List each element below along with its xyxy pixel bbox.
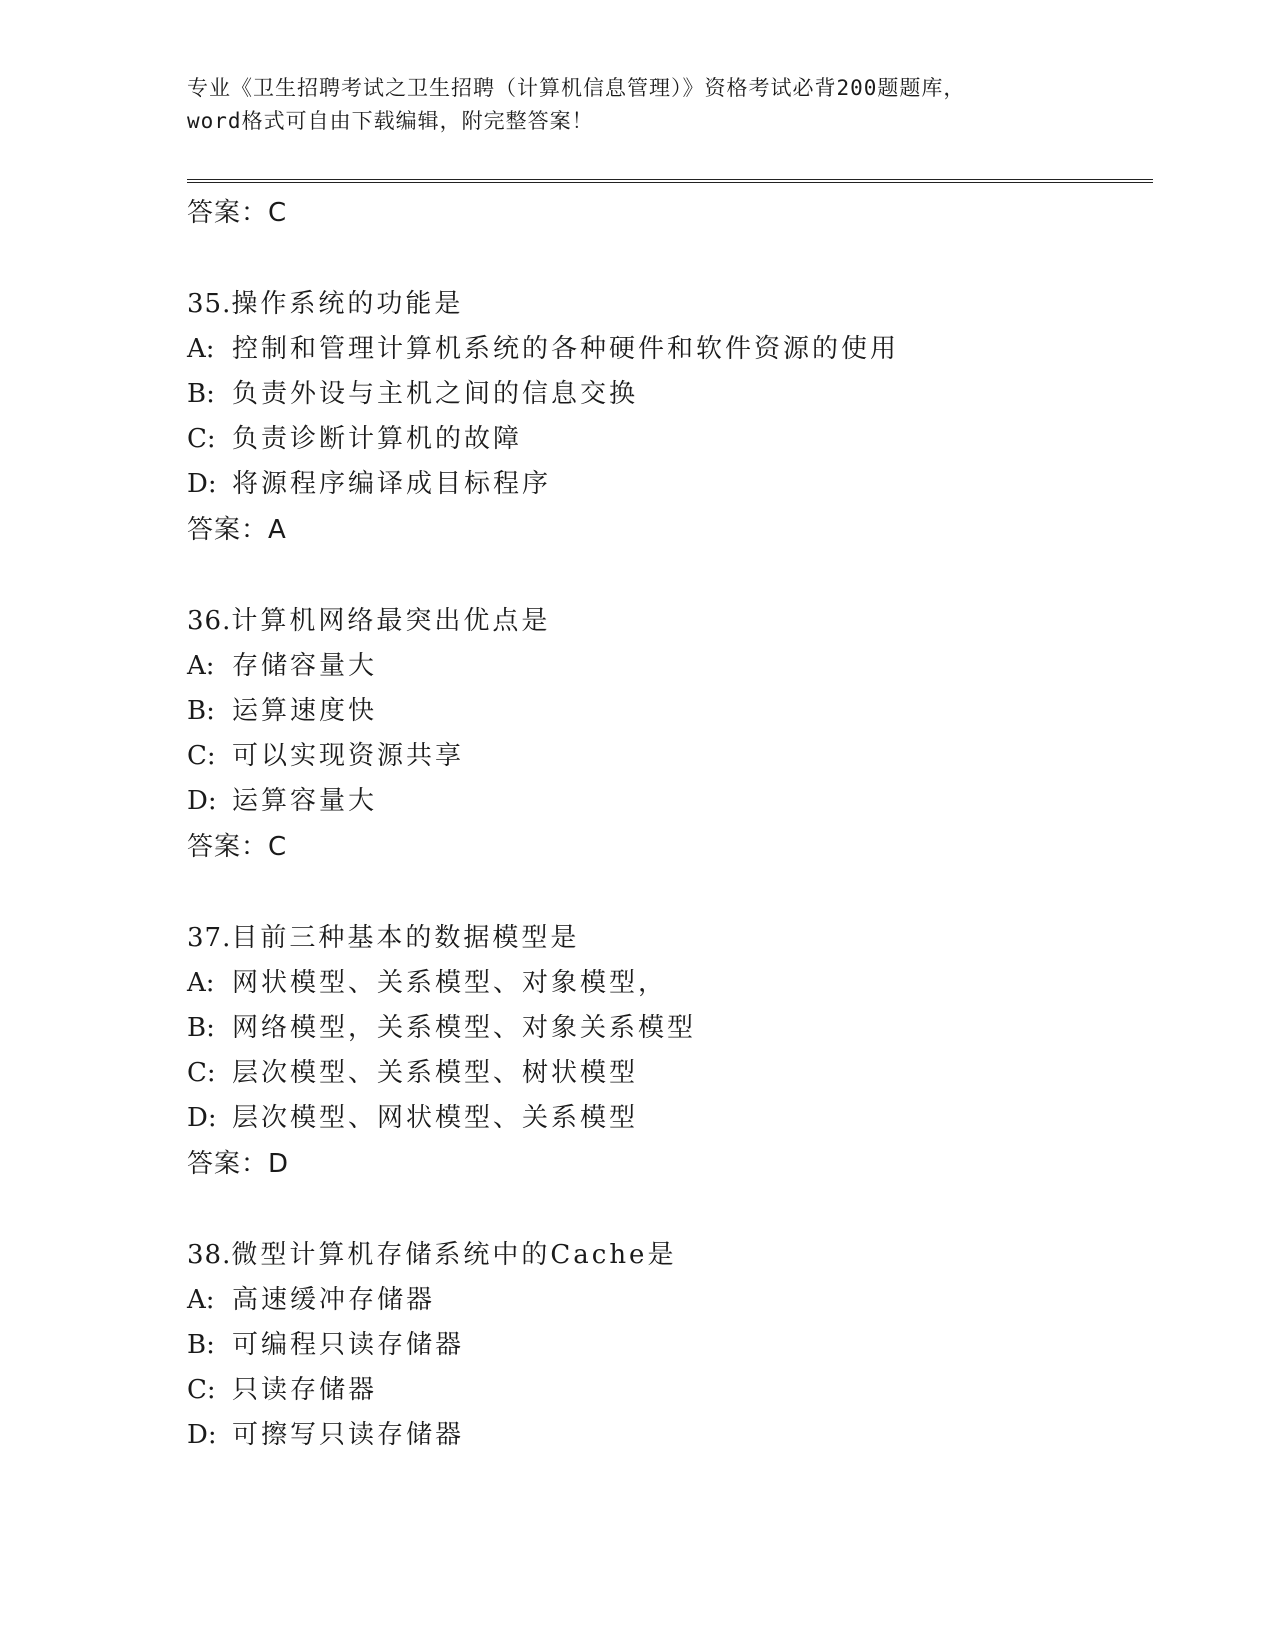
question-item [187,1233,1147,1458]
option-text: 高速缓冲存储器 [232,1285,436,1315]
option-c [187,734,1147,779]
option-key: C: [187,1375,216,1405]
question-item [187,599,1147,870]
answer-line: 答案：C [187,198,288,228]
option-key: C: [187,424,216,454]
option-d [187,1096,1147,1141]
option-d [187,462,1147,507]
option-c [187,417,1147,462]
option-key: D: [187,1103,217,1133]
question-stem [187,1233,1147,1278]
option-text: 只读存储器 [232,1375,378,1405]
option-text: 存储容量大 [232,651,378,681]
option-key: B: [187,696,215,726]
option-key: C: [187,1058,216,1088]
option-key: D: [187,469,217,499]
option-d [187,779,1147,824]
question-stem [187,916,1147,961]
option-b [187,1323,1147,1368]
header-divider [187,179,1153,183]
page-header [187,72,1087,138]
question-item [187,282,1147,553]
option-text: 可编程只读存储器 [232,1330,465,1360]
question-stem [187,599,1147,644]
option-key: C: [187,741,216,771]
option-a [187,1278,1147,1323]
question-number: 36. [187,606,232,636]
option-text: 运算容量大 [232,786,378,816]
option-c [187,1051,1147,1096]
question-item [187,916,1147,1187]
answer-line: 答案：D [187,1149,290,1179]
option-text: 层次模型、关系模型、树状模型 [232,1058,639,1088]
answer-line: 答案：C [187,832,288,862]
option-key: B: [187,1013,215,1043]
question-number: 35. [187,289,232,319]
option-text: 运算速度快 [232,696,378,726]
option-key: B: [187,1330,215,1360]
header-title-line-2: word格式可自由下载编辑，附完整答案！ [187,109,594,133]
option-b [187,689,1147,734]
question-text: 计算机网络最突出优点是 [231,606,551,636]
option-text: 网络模型，关系模型、对象关系模型 [232,1013,697,1043]
question-text: 微型计算机存储系统中的Cache是 [231,1240,677,1270]
option-key: A: [187,651,215,681]
option-key: A: [187,1285,215,1315]
option-text: 控制和管理计算机系统的各种硬件和软件资源的使用 [232,334,900,364]
option-text: 可以实现资源共享 [232,741,465,771]
option-a [187,644,1147,689]
answer-line: 答案：A [187,515,287,545]
option-a [187,961,1147,1006]
question-stem [187,282,1147,327]
option-text: 网状模型、关系模型、对象模型， [232,968,668,998]
option-key: D: [187,786,217,816]
option-text: 层次模型、网状模型、关系模型 [232,1103,639,1133]
question-text: 目前三种基本的数据模型是 [231,923,580,953]
option-text: 负责外设与主机之间的信息交换 [232,379,639,409]
question-number: 37. [187,923,232,953]
option-c [187,1368,1147,1413]
option-text: 将源程序编译成目标程序 [232,469,552,499]
option-text: 可擦写只读存储器 [232,1420,465,1450]
option-b [187,372,1147,417]
option-d [187,1413,1147,1458]
option-a [187,327,1147,372]
option-text: 负责诊断计算机的故障 [232,424,523,454]
question-text: 操作系统的功能是 [231,289,464,319]
question-list [187,190,1147,1458]
option-key: A: [187,968,215,998]
option-key: D: [187,1420,217,1450]
option-b [187,1006,1147,1051]
header-title-line-1: 专业《卫生招聘考试之卫生招聘（计算机信息管理）》资格考试必背200题题库， [187,76,966,100]
option-key: A: [187,334,215,364]
option-key: B: [187,379,215,409]
question-number: 38. [187,1240,232,1270]
